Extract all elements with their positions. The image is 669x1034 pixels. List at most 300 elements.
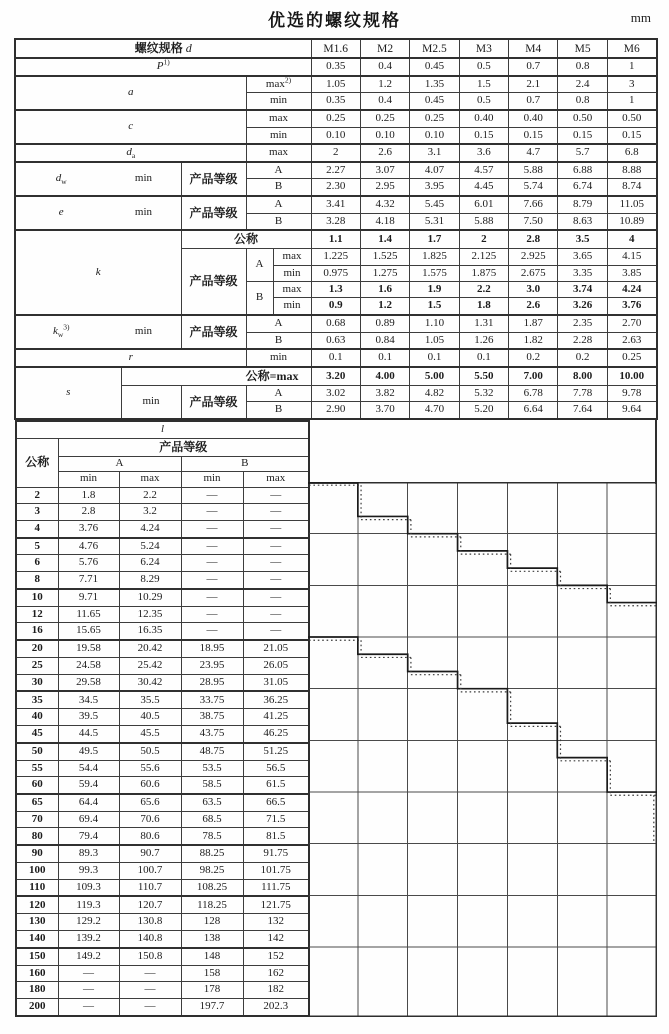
spec-header-cell: a bbox=[15, 76, 246, 110]
length-row bbox=[16, 760, 309, 777]
length-row bbox=[16, 589, 309, 606]
length-row bbox=[16, 572, 309, 589]
length-header-cell: min bbox=[181, 471, 243, 487]
length-value-cell: — bbox=[243, 504, 309, 521]
spec-value-cell: 0.8 bbox=[558, 93, 607, 110]
spec-value-cell: 0.50 bbox=[558, 110, 607, 127]
length-row bbox=[16, 930, 309, 947]
length-nominal-cell: 45 bbox=[16, 725, 58, 742]
length-row bbox=[16, 555, 309, 572]
length-row bbox=[16, 606, 309, 623]
spec-value-cell: 0.84 bbox=[360, 332, 409, 349]
spec-value-cell: 2.6 bbox=[360, 144, 409, 162]
length-value-cell: 8.29 bbox=[119, 572, 181, 589]
spec-value-cell: 3.74 bbox=[558, 282, 607, 298]
length-value-cell: 88.25 bbox=[181, 845, 243, 862]
length-value-cell: 197.7 bbox=[181, 998, 243, 1016]
spec-value-cell: 5.45 bbox=[410, 196, 459, 213]
length-value-cell: 46.25 bbox=[243, 725, 309, 742]
spec-header-cell: B bbox=[246, 332, 311, 349]
spec-value-cell: 3.6 bbox=[459, 144, 508, 162]
spec-header-cell: max bbox=[246, 110, 311, 127]
length-row bbox=[16, 896, 309, 913]
spec-value-cell: 6.88 bbox=[558, 162, 607, 179]
length-value-cell: 11.65 bbox=[58, 606, 119, 623]
spec-value-cell: 3.76 bbox=[607, 298, 656, 315]
length-nominal-cell: 60 bbox=[16, 777, 58, 794]
spec-header-cell: k bbox=[15, 230, 181, 315]
spec-value-cell: 1.35 bbox=[410, 76, 459, 93]
spec-value-cell: 1.05 bbox=[410, 332, 459, 349]
length-value-cell: 5.76 bbox=[58, 555, 119, 572]
length-value-cell: 110.7 bbox=[119, 879, 181, 896]
spec-value-cell: 8.00 bbox=[558, 367, 607, 385]
length-nominal-cell: 16 bbox=[16, 623, 58, 640]
spec-value-cell: 7.78 bbox=[558, 385, 607, 401]
spec-value-cell: 7.50 bbox=[509, 213, 558, 230]
length-value-cell: 21.05 bbox=[243, 640, 309, 657]
length-nominal-cell: 200 bbox=[16, 998, 58, 1016]
length-value-cell: 3.2 bbox=[119, 504, 181, 521]
length-row bbox=[16, 709, 309, 726]
length-value-cell: 140.8 bbox=[119, 930, 181, 947]
spec-value-cell: 0.15 bbox=[459, 127, 508, 144]
spec-value-cell: 10.89 bbox=[607, 213, 656, 230]
spec-value-cell: 0.1 bbox=[410, 349, 459, 367]
length-value-cell: 29.58 bbox=[58, 674, 119, 691]
spec-value-cell: M5 bbox=[558, 39, 607, 58]
spec-value-cell: M6 bbox=[607, 39, 656, 58]
spec-value-cell: 4.70 bbox=[410, 402, 459, 419]
spec-value-cell: 5.88 bbox=[459, 213, 508, 230]
length-value-cell: 12.35 bbox=[119, 606, 181, 623]
spec-value-cell: 2.30 bbox=[311, 179, 360, 196]
spec-value-cell: 2 bbox=[459, 230, 508, 248]
length-nominal-cell: 2 bbox=[16, 487, 58, 504]
spec-value-cell: 1.7 bbox=[410, 230, 459, 248]
spec-value-cell: 5.7 bbox=[558, 144, 607, 162]
length-value-cell: 64.4 bbox=[58, 794, 119, 811]
spec-value-cell: 8.88 bbox=[607, 162, 656, 179]
length-value-cell: 69.4 bbox=[58, 811, 119, 828]
spec-value-cell: 0.45 bbox=[410, 93, 459, 110]
length-header-row bbox=[16, 471, 309, 487]
length-value-cell: 7.71 bbox=[58, 572, 119, 589]
spec-value-cell: 1.31 bbox=[459, 315, 508, 332]
spec-header-cell: min bbox=[246, 127, 311, 144]
spec-row bbox=[15, 230, 657, 248]
spec-value-cell: 0.68 bbox=[311, 315, 360, 332]
length-nominal-cell: 70 bbox=[16, 811, 58, 828]
spec-value-cell: 3.35 bbox=[558, 265, 607, 281]
length-value-cell: 45.5 bbox=[119, 725, 181, 742]
length-value-cell: 36.25 bbox=[243, 691, 309, 708]
unit-label: mm bbox=[630, 10, 651, 25]
length-value-cell: 99.3 bbox=[58, 863, 119, 880]
length-value-cell: — bbox=[243, 487, 309, 504]
length-row bbox=[16, 811, 309, 828]
length-header-cell: 公称 bbox=[16, 438, 58, 487]
spec-value-cell: 0.40 bbox=[459, 110, 508, 127]
length-value-cell: 152 bbox=[243, 948, 309, 965]
length-value-cell: 4.76 bbox=[58, 538, 119, 555]
length-value-cell: — bbox=[243, 520, 309, 537]
spec-value-cell: 2.1 bbox=[509, 76, 558, 93]
spec-row bbox=[15, 162, 657, 179]
spec-value-cell: 6.64 bbox=[509, 402, 558, 419]
spec-value-cell: 0.1 bbox=[360, 349, 409, 367]
length-row bbox=[16, 504, 309, 521]
length-nominal-cell: 180 bbox=[16, 982, 58, 999]
spec-value-cell: 0.5 bbox=[459, 93, 508, 110]
length-value-cell: 100.7 bbox=[119, 863, 181, 880]
spec-value-cell: 0.89 bbox=[360, 315, 409, 332]
length-value-cell: 30.42 bbox=[119, 674, 181, 691]
spec-value-cell: 7.00 bbox=[509, 367, 558, 385]
length-value-cell: 38.75 bbox=[181, 709, 243, 726]
length-value-cell: — bbox=[181, 555, 243, 572]
spec-header-cell: B bbox=[246, 282, 273, 316]
length-value-cell: 55.6 bbox=[119, 760, 181, 777]
length-row bbox=[16, 538, 309, 555]
spec-header-cell: 产品等级 bbox=[181, 249, 246, 315]
length-table bbox=[15, 420, 310, 1017]
spec-value-cell: M4 bbox=[509, 39, 558, 58]
spec-value-cell: 3.5 bbox=[558, 230, 607, 248]
spec-header-cell: 产品等级 bbox=[181, 315, 246, 349]
spec-value-cell: 9.64 bbox=[607, 402, 656, 419]
spec-row bbox=[15, 367, 657, 385]
length-value-cell: — bbox=[58, 965, 119, 982]
length-nominal-cell: 40 bbox=[16, 709, 58, 726]
length-value-cell: 80.6 bbox=[119, 828, 181, 845]
length-value-cell: 89.3 bbox=[58, 845, 119, 862]
spec-value-cell: 2.925 bbox=[509, 249, 558, 265]
length-nominal-cell: 8 bbox=[16, 572, 58, 589]
length-value-cell: 20.42 bbox=[119, 640, 181, 657]
length-value-cell: 162 bbox=[243, 965, 309, 982]
length-nominal-cell: 140 bbox=[16, 930, 58, 947]
spec-value-cell: 2.70 bbox=[607, 315, 656, 332]
length-value-cell: 51.25 bbox=[243, 743, 309, 760]
spec-value-cell: 1.5 bbox=[410, 298, 459, 315]
spec-value-cell: 4 bbox=[607, 230, 656, 248]
spec-value-cell: 3.95 bbox=[410, 179, 459, 196]
spec-value-cell: 3 bbox=[607, 76, 656, 93]
spec-header-cell: $d_w$ min bbox=[15, 162, 181, 196]
length-value-cell: 101.75 bbox=[243, 863, 309, 880]
spec-value-cell: 4.82 bbox=[410, 385, 459, 401]
spec-header-cell: e min bbox=[15, 196, 181, 230]
length-value-cell: — bbox=[243, 538, 309, 555]
spec-value-cell: 3.70 bbox=[360, 402, 409, 419]
spec-value-cell: 7.64 bbox=[558, 402, 607, 419]
length-value-cell: 65.6 bbox=[119, 794, 181, 811]
spec-value-cell: 0.40 bbox=[509, 110, 558, 127]
length-value-cell: — bbox=[181, 572, 243, 589]
length-value-cell: 63.5 bbox=[181, 794, 243, 811]
spec-header-cell: 产品等级 bbox=[181, 196, 246, 230]
length-table-body bbox=[16, 421, 309, 1016]
spec-row bbox=[15, 196, 657, 213]
spec-row bbox=[15, 144, 657, 162]
length-row bbox=[16, 828, 309, 845]
spec-value-cell: 7.66 bbox=[509, 196, 558, 213]
length-nominal-cell: 100 bbox=[16, 863, 58, 880]
spec-value-cell: 6.74 bbox=[558, 179, 607, 196]
spec-value-cell: 2.675 bbox=[509, 265, 558, 281]
length-value-cell: 43.75 bbox=[181, 725, 243, 742]
length-nominal-cell: 90 bbox=[16, 845, 58, 862]
length-value-cell: 56.5 bbox=[243, 760, 309, 777]
length-value-cell: 48.75 bbox=[181, 743, 243, 760]
spec-header-cell: min bbox=[273, 298, 311, 315]
spec-value-cell: 2.125 bbox=[459, 249, 508, 265]
length-header-cell: max bbox=[119, 471, 181, 487]
spec-header-cell: A bbox=[246, 162, 311, 179]
spec-value-cell: 0.1 bbox=[459, 349, 508, 367]
length-value-cell: — bbox=[181, 589, 243, 606]
length-row bbox=[16, 640, 309, 657]
spec-value-cell: 1 bbox=[607, 93, 656, 110]
length-header-cell: min bbox=[58, 471, 119, 487]
spec-value-cell: 0.45 bbox=[410, 58, 459, 76]
spec-value-cell: 4.7 bbox=[509, 144, 558, 162]
length-value-cell: 34.5 bbox=[58, 691, 119, 708]
length-nominal-cell: 5 bbox=[16, 538, 58, 555]
length-value-cell: 71.5 bbox=[243, 811, 309, 828]
spec-value-cell: 2.90 bbox=[311, 402, 360, 419]
spec-value-cell: 0.4 bbox=[360, 93, 409, 110]
length-value-cell: 149.2 bbox=[58, 948, 119, 965]
spec-value-cell: 0.10 bbox=[360, 127, 409, 144]
spec-header-cell: 公称=max bbox=[121, 367, 311, 385]
spec-header-cell: s bbox=[15, 367, 121, 419]
length-row bbox=[16, 777, 309, 794]
spec-value-cell: 0.25 bbox=[360, 110, 409, 127]
length-value-cell: — bbox=[58, 982, 119, 999]
length-value-cell: — bbox=[58, 998, 119, 1016]
length-value-cell: 61.5 bbox=[243, 777, 309, 794]
length-value-cell: 1.8 bbox=[58, 487, 119, 504]
spec-row bbox=[15, 58, 657, 76]
spec-value-cell: 0.15 bbox=[607, 127, 656, 144]
spec-value-cell: 0.25 bbox=[607, 349, 656, 367]
spec-header-cell: min bbox=[273, 265, 311, 281]
length-value-cell: 4.24 bbox=[119, 520, 181, 537]
right-border-connector bbox=[655, 420, 657, 484]
spec-value-cell: 3.26 bbox=[558, 298, 607, 315]
length-nominal-cell: 55 bbox=[16, 760, 58, 777]
spec-value-cell: 1.82 bbox=[509, 332, 558, 349]
length-value-cell: — bbox=[119, 998, 181, 1016]
length-value-cell: 53.5 bbox=[181, 760, 243, 777]
spec-value-cell: 0.15 bbox=[558, 127, 607, 144]
spec-value-cell: 0.63 bbox=[311, 332, 360, 349]
spec-header-cell: A bbox=[246, 315, 311, 332]
spec-header-cell: A bbox=[246, 249, 273, 282]
spec-value-cell: 2.63 bbox=[607, 332, 656, 349]
spec-value-cell: 1.825 bbox=[410, 249, 459, 265]
spec-value-cell: 2.2 bbox=[459, 282, 508, 298]
length-value-cell: — bbox=[119, 982, 181, 999]
spec-value-cell: M2 bbox=[360, 39, 409, 58]
length-value-cell: 41.25 bbox=[243, 709, 309, 726]
spec-header-cell: r bbox=[15, 349, 246, 367]
length-header-row bbox=[16, 438, 309, 456]
length-value-cell: 33.75 bbox=[181, 691, 243, 708]
length-row bbox=[16, 623, 309, 640]
length-value-cell: — bbox=[243, 572, 309, 589]
length-header-cell: l bbox=[16, 421, 309, 438]
spec-value-cell: 1.26 bbox=[459, 332, 508, 349]
length-value-cell: 24.58 bbox=[58, 657, 119, 674]
length-value-cell: 70.6 bbox=[119, 811, 181, 828]
length-row bbox=[16, 657, 309, 674]
length-value-cell: 2.2 bbox=[119, 487, 181, 504]
spec-value-cell: 1.2 bbox=[360, 76, 409, 93]
spec-value-cell: 4.07 bbox=[410, 162, 459, 179]
length-nominal-cell: 65 bbox=[16, 794, 58, 811]
spec-value-cell: 1.05 bbox=[311, 76, 360, 93]
length-value-cell: 31.05 bbox=[243, 674, 309, 691]
length-value-cell: 18.95 bbox=[181, 640, 243, 657]
length-value-cell: — bbox=[243, 623, 309, 640]
spec-value-cell: 0.10 bbox=[311, 127, 360, 144]
length-header-cell: B bbox=[181, 456, 309, 471]
length-nominal-cell: 6 bbox=[16, 555, 58, 572]
spec-header-cell: max bbox=[273, 249, 311, 265]
length-row bbox=[16, 948, 309, 965]
spec-value-cell: 4.24 bbox=[607, 282, 656, 298]
length-range-chart bbox=[308, 482, 657, 1018]
spec-value-cell: 3.20 bbox=[311, 367, 360, 385]
length-value-cell: 129.2 bbox=[58, 914, 119, 931]
spec-value-cell: 0.8 bbox=[558, 58, 607, 76]
spec-value-cell: 2.95 bbox=[360, 179, 409, 196]
spec-value-cell: 5.00 bbox=[410, 367, 459, 385]
spec-header-cell: B bbox=[246, 179, 311, 196]
spec-value-cell: 2.35 bbox=[558, 315, 607, 332]
length-row bbox=[16, 520, 309, 537]
length-value-cell: 3.76 bbox=[58, 520, 119, 537]
length-value-cell: 138 bbox=[181, 930, 243, 947]
length-nominal-cell: 20 bbox=[16, 640, 58, 657]
spec-header-cell: $\max^{2)}$ bbox=[246, 76, 311, 93]
length-value-cell: 121.75 bbox=[243, 896, 309, 913]
spec-value-cell: 6.8 bbox=[607, 144, 656, 162]
spec-value-cell: 4.32 bbox=[360, 196, 409, 213]
spec-value-cell: M1.6 bbox=[311, 39, 360, 58]
length-row bbox=[16, 487, 309, 504]
spec-value-cell: 1.6 bbox=[360, 282, 409, 298]
spec-value-cell: 1 bbox=[607, 58, 656, 76]
spec-header-cell: 产品等级 bbox=[181, 162, 246, 196]
spec-value-cell: 4.18 bbox=[360, 213, 409, 230]
length-value-cell: 19.58 bbox=[58, 640, 119, 657]
spec-value-cell: 0.15 bbox=[509, 127, 558, 144]
length-header-row bbox=[16, 456, 309, 471]
length-value-cell: 49.5 bbox=[58, 743, 119, 760]
spec-row bbox=[15, 110, 657, 127]
spec-value-cell: 2.6 bbox=[509, 298, 558, 315]
spec-value-cell: 1.5 bbox=[459, 76, 508, 93]
spec-header-cell: 产品等级 bbox=[181, 385, 246, 419]
length-header-cell: max bbox=[243, 471, 309, 487]
length-value-cell: 139.2 bbox=[58, 930, 119, 947]
spec-value-cell: 3.02 bbox=[311, 385, 360, 401]
spec-value-cell: 3.28 bbox=[311, 213, 360, 230]
length-value-cell: 120.7 bbox=[119, 896, 181, 913]
spec-value-cell: 1.3 bbox=[311, 282, 360, 298]
spec-value-cell: 8.79 bbox=[558, 196, 607, 213]
length-value-cell: 59.4 bbox=[58, 777, 119, 794]
spec-value-cell: 5.31 bbox=[410, 213, 459, 230]
length-nominal-cell: 120 bbox=[16, 896, 58, 913]
length-nominal-cell: 25 bbox=[16, 657, 58, 674]
spec-value-cell: 0.7 bbox=[509, 58, 558, 76]
length-value-cell: — bbox=[181, 623, 243, 640]
length-value-cell: 142 bbox=[243, 930, 309, 947]
spec-value-cell: 0.10 bbox=[410, 127, 459, 144]
length-value-cell: 60.6 bbox=[119, 777, 181, 794]
spec-value-cell: 1.575 bbox=[410, 265, 459, 281]
length-value-cell: — bbox=[181, 504, 243, 521]
spec-value-cell: 4.00 bbox=[360, 367, 409, 385]
spec-value-cell: 2 bbox=[311, 144, 360, 162]
spec-value-cell: 2.4 bbox=[558, 76, 607, 93]
spec-value-cell: 0.35 bbox=[311, 58, 360, 76]
spec-value-cell: 1.87 bbox=[509, 315, 558, 332]
length-value-cell: 118.25 bbox=[181, 896, 243, 913]
spec-value-cell: 1.225 bbox=[311, 249, 360, 265]
length-value-cell: 23.95 bbox=[181, 657, 243, 674]
length-value-cell: 128 bbox=[181, 914, 243, 931]
length-value-cell: 2.8 bbox=[58, 504, 119, 521]
length-value-cell: 16.35 bbox=[119, 623, 181, 640]
page-title: 优选的螺纹规格 bbox=[268, 11, 401, 30]
spec-header-cell: $d_a$ bbox=[15, 144, 246, 162]
length-nominal-cell: 35 bbox=[16, 691, 58, 708]
length-value-cell: 5.24 bbox=[119, 538, 181, 555]
spec-value-cell: 3.07 bbox=[360, 162, 409, 179]
length-value-cell: — bbox=[181, 487, 243, 504]
spec-header-cell: 公称 bbox=[181, 230, 311, 248]
length-value-cell: — bbox=[243, 606, 309, 623]
length-value-cell: 15.65 bbox=[58, 623, 119, 640]
spec-table-body bbox=[15, 39, 657, 419]
length-value-cell: — bbox=[243, 555, 309, 572]
spec-value-cell: 3.65 bbox=[558, 249, 607, 265]
length-value-cell: 158 bbox=[181, 965, 243, 982]
spec-value-cell: 2.28 bbox=[558, 332, 607, 349]
spec-value-cell: 1.2 bbox=[360, 298, 409, 315]
spec-value-cell: 4.15 bbox=[607, 249, 656, 265]
length-value-cell: 91.75 bbox=[243, 845, 309, 862]
spec-value-cell: 2.27 bbox=[311, 162, 360, 179]
length-header-cell: A bbox=[58, 456, 181, 471]
spec-value-cell: M3 bbox=[459, 39, 508, 58]
length-nominal-cell: 10 bbox=[16, 589, 58, 606]
spec-header-cell: B bbox=[246, 213, 311, 230]
length-value-cell: 178 bbox=[181, 982, 243, 999]
spec-value-cell: 5.50 bbox=[459, 367, 508, 385]
spec-value-cell: 10.00 bbox=[607, 367, 656, 385]
length-value-cell: 182 bbox=[243, 982, 309, 999]
spec-value-cell: 8.74 bbox=[607, 179, 656, 196]
spec-value-cell: 0.25 bbox=[410, 110, 459, 127]
spec-value-cell: 3.41 bbox=[311, 196, 360, 213]
